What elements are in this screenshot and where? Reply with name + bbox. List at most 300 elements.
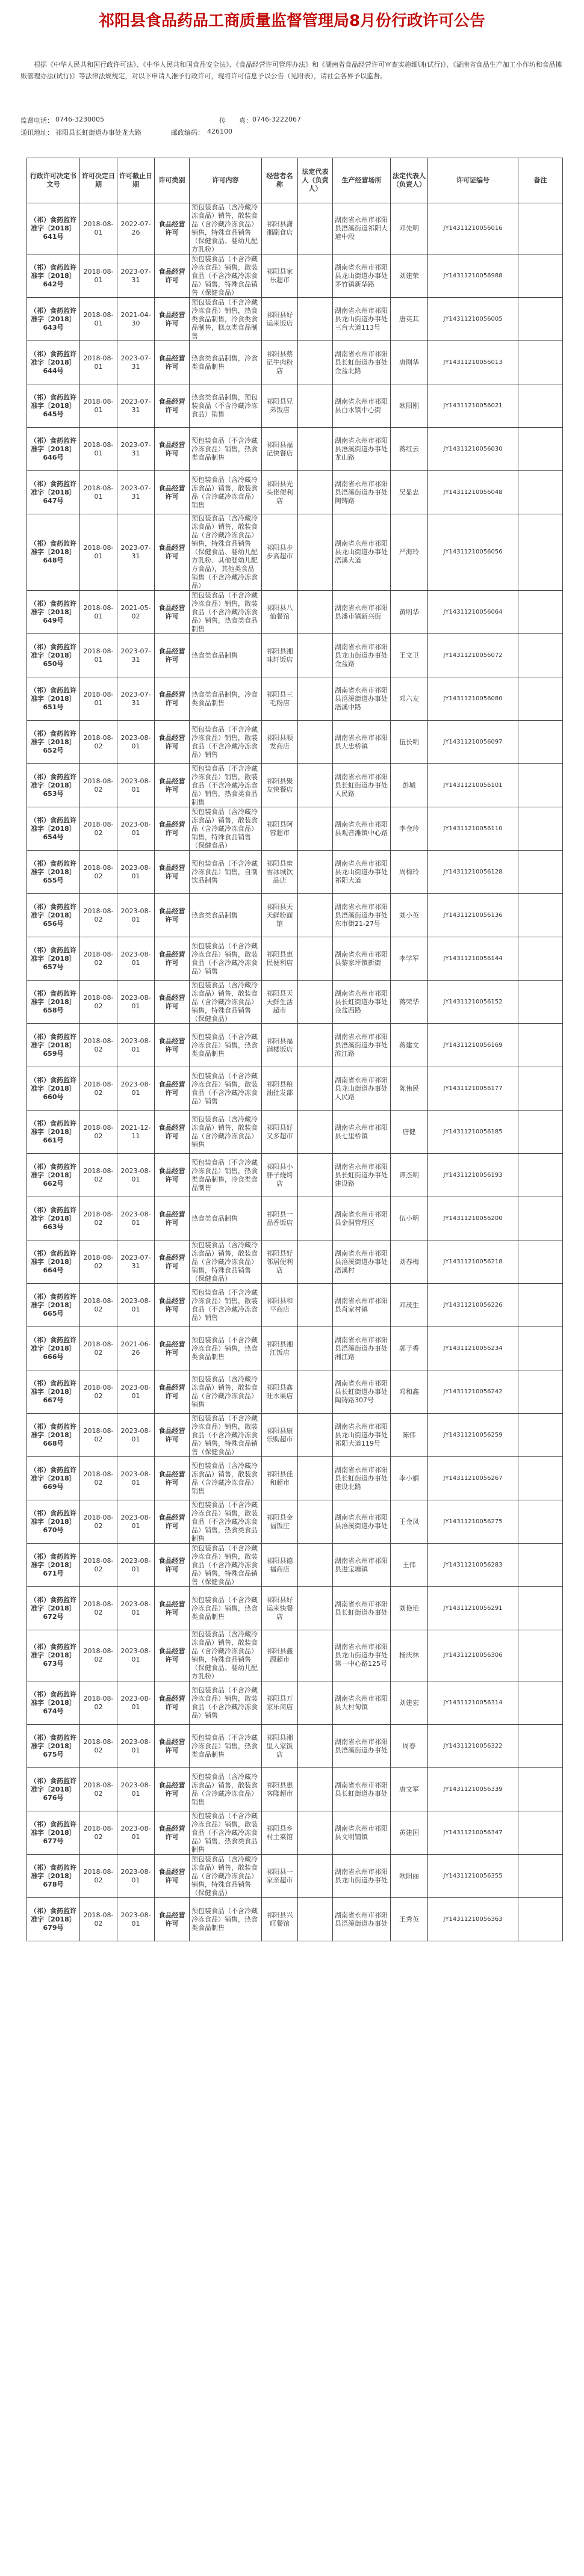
cell-person: 唐文军	[391, 1768, 428, 1811]
cell-license-no: JY14311210056128	[428, 851, 518, 894]
cell-legal-rep	[298, 1725, 333, 1768]
cell-person: 邓先明	[391, 203, 428, 254]
cell-remark	[518, 1111, 563, 1154]
cell-place: 湖南省永州市祁阳县长虹街道办事处建设路	[333, 1154, 391, 1197]
cell-remark	[518, 298, 563, 341]
cell-legal-rep	[298, 1111, 333, 1154]
cell-type: 食品经营许可	[155, 298, 190, 341]
cell-type: 食品经营许可	[155, 1154, 190, 1197]
cell-license-no: JY14311210056030	[428, 428, 518, 471]
cell-date: 2018-08-01	[80, 384, 117, 428]
cell-legal-rep	[298, 937, 333, 981]
cell-type: 食品经营许可	[155, 1284, 190, 1327]
cell-content: 预包装食品（含冷藏冷冻食品）销售，散装食品（含冷藏冷冻食品）销售，特殊食品销售（保健食品）	[190, 807, 262, 851]
cell-license-no: JY14311210056185	[428, 1111, 518, 1154]
cell-person: 谭杰明	[391, 1154, 428, 1197]
page-title: 祁阳县食品药品工商质量监督管理局8月份行政许可公告	[98, 12, 486, 30]
cell-doc-no: （祁）食药监许准字〔2018〕652号	[27, 721, 80, 764]
cell-place: 湖南省永州市祁阳县浯溪街道办事处浯溪村	[333, 1240, 391, 1284]
cell-name: 祁阳县潇湘副食店	[262, 203, 298, 254]
cell-remark	[518, 514, 563, 591]
cell-legal-rep	[298, 1024, 333, 1067]
cell-place: 湖南省永州市祁阳县肖家村镇	[333, 1284, 391, 1327]
cell-place: 湖南省永州市祁阳县大忠桥镇	[333, 721, 391, 764]
cell-name: 祁阳县惠客隆超市	[262, 1768, 298, 1811]
cell-expire: 2023-08-01	[117, 1067, 155, 1111]
cell-type: 食品经营许可	[155, 471, 190, 514]
cell-date: 2018-08-02	[80, 1414, 117, 1457]
cell-legal-rep	[298, 1898, 333, 1941]
header-person: 法定代表人（负责人）	[391, 158, 428, 203]
cell-place: 湖南省永州市祁阳县龙山街道办事处祁阳大道	[333, 851, 391, 894]
cell-place: 湖南省永州市祁阳县龙山街道办事处茅竹镇新华路	[333, 254, 391, 298]
cell-type: 食品经营许可	[155, 1240, 190, 1284]
cell-license-no: JY14311210056021	[428, 384, 518, 428]
cell-legal-rep	[298, 1500, 333, 1544]
cell-type: 食品经营许可	[155, 1370, 190, 1414]
cell-place: 湖南省永州市祁阳县长虹街道办事处建设北路	[333, 1457, 391, 1500]
cell-legal-rep	[298, 1457, 333, 1500]
cell-person: 邓和鑫	[391, 1370, 428, 1414]
cell-place: 湖南省永州市祁阳县浯溪街道办事处陶铸路	[333, 471, 391, 514]
table-row	[27, 1197, 563, 1240]
cell-doc-no: （祁）食药监许准字〔2018〕646号	[27, 428, 80, 471]
cell-expire: 2023-08-01	[117, 1768, 155, 1811]
cell-type: 食品经营许可	[155, 1414, 190, 1457]
cell-content: 预包装食品（不含冷藏冷冻食品）销售，热食类食品制售	[190, 1725, 262, 1768]
cell-date: 2018-08-02	[80, 1067, 117, 1111]
cell-content: 预包装食品（含冷藏冷冻食品）销售，散装食品（含冷藏冷冻食品）销售	[190, 1370, 262, 1414]
cell-person: 邓六友	[391, 677, 428, 721]
cell-person: 陈伟	[391, 1414, 428, 1457]
cell-type: 食品经营许可	[155, 591, 190, 634]
cell-license-no: JY14311210056275	[428, 1500, 518, 1544]
cell-license-no: JY14311210056072	[428, 634, 518, 677]
table-header-row	[27, 158, 563, 203]
cell-remark	[518, 254, 563, 298]
cell-date: 2018-08-01	[80, 514, 117, 591]
cell-date: 2018-08-01	[80, 591, 117, 634]
cell-doc-no: （祁）食药监许准字〔2018〕659号	[27, 1024, 80, 1067]
cell-remark	[518, 1500, 563, 1544]
cell-person: 郭子香	[391, 1327, 428, 1370]
cell-type: 食品经营许可	[155, 1197, 190, 1240]
cell-place: 湖南省永州市祁阳县龙山街道办事处三台大道113号	[333, 298, 391, 341]
cell-person: 李小娟	[391, 1457, 428, 1500]
cell-name: 祁阳县光头佬便利店	[262, 471, 298, 514]
cell-content: 预包装食品（含冷藏冷冻食品）销售，散装食品（含冷藏冷冻食品）销售	[190, 471, 262, 514]
cell-content: 预包装食品（含冷藏冷冻食品）销售，散装食品（含冷藏冷冻食品）销售，特殊食品销售（保健食品）	[190, 1240, 262, 1284]
cell-content: 预包装食品（不含冷藏冷冻食品）销售，散装食品（不含冷藏冷冻食品）销售，特殊食品销售（保健食品）	[190, 1414, 262, 1457]
cell-remark	[518, 1370, 563, 1414]
cell-name: 祁阳县福满楼饭店	[262, 1024, 298, 1067]
cell-legal-rep	[298, 254, 333, 298]
table-row	[27, 1457, 563, 1500]
cell-date: 2018-08-01	[80, 428, 117, 471]
cell-expire: 2023-08-01	[117, 1500, 155, 1544]
cell-legal-rep	[298, 894, 333, 937]
cell-legal-rep	[298, 1197, 333, 1240]
cell-person: 黄明华	[391, 591, 428, 634]
cell-content: 预包装食品（不含冷藏冷冻食品）销售，散装食品（不含冷藏冷冻食品）销售	[190, 1284, 262, 1327]
cell-doc-no: （祁）食药监许准字〔2018〕645号	[27, 384, 80, 428]
cell-content: 预包装食品（不含冷藏冷冻食品）销售，热食类食品制售	[190, 1327, 262, 1370]
cell-name: 祁阳县惠民便利店	[262, 937, 298, 981]
table-row	[27, 1725, 563, 1768]
cell-expire: 2023-08-01	[117, 807, 155, 851]
cell-place: 湖南省永州市祁阳县黎家坪镇新街	[333, 937, 391, 981]
cell-name: 祁阳县鑫旺水果店	[262, 1370, 298, 1414]
permit-table	[26, 158, 563, 1941]
cell-place: 湖南省永州市祁阳县观音滩镇中心路	[333, 807, 391, 851]
cell-remark	[518, 341, 563, 384]
cell-name: 祁阳县八仙餐馆	[262, 591, 298, 634]
cell-license-no: JY14311210056226	[428, 1284, 518, 1327]
cell-remark	[518, 634, 563, 677]
cell-license-no: JY14311210056110	[428, 807, 518, 851]
cell-doc-no: （祁）食药监许准字〔2018〕669号	[27, 1457, 80, 1500]
header-remark: 备注	[518, 158, 563, 203]
cell-doc-no: （祁）食药监许准字〔2018〕653号	[27, 764, 80, 807]
cell-person: 李学军	[391, 937, 428, 981]
table-row	[27, 1630, 563, 1681]
cell-expire: 2023-08-01	[117, 1725, 155, 1768]
cell-type: 食品经营许可	[155, 1898, 190, 1941]
cell-person: 王伟	[391, 1544, 428, 1587]
cell-license-no: JY14311210056339	[428, 1768, 518, 1811]
cell-name: 祁阳县天天鲜粉面馆	[262, 894, 298, 937]
table-row	[27, 937, 563, 981]
cell-type: 食品经营许可	[155, 384, 190, 428]
cell-type: 食品经营许可	[155, 1327, 190, 1370]
cell-content: 预包装食品（含冷藏冷冻食品）销售，散装食品（含冷藏冷冻食品）销售，特殊食品销售（保健食品、婴幼儿配方乳粉）	[190, 203, 262, 254]
cell-legal-rep	[298, 1587, 333, 1630]
cell-content: 预包装食品（含冷藏冷冻食品）销售，散装食品（含冷藏冷冻食品）销售	[190, 1111, 262, 1154]
cell-place: 湖南省永州市祁阳县浯溪街道办事处浯溪中路	[333, 677, 391, 721]
cell-content: 预包装食品（不含冷藏冷冻食品）销售，热食类食品制售	[190, 1587, 262, 1630]
cell-place: 湖南省永州市祁阳县浯溪街道办事处龙山路	[333, 428, 391, 471]
cell-date: 2018-08-01	[80, 254, 117, 298]
cell-date: 2018-08-01	[80, 341, 117, 384]
table-row	[27, 1681, 563, 1725]
cell-doc-no: （祁）食药监许准字〔2018〕676号	[27, 1768, 80, 1811]
cell-expire: 2023-08-01	[117, 851, 155, 894]
cell-license-no: JY14311210056080	[428, 677, 518, 721]
table-row	[27, 1240, 563, 1284]
cell-license-no: JY14311210056136	[428, 894, 518, 937]
cell-date: 2018-08-02	[80, 1154, 117, 1197]
cell-doc-no: （祁）食药监许准字〔2018〕665号	[27, 1284, 80, 1327]
cell-content: 预包装食品（不含冷藏冷冻食品）销售，热食类食品制售	[190, 428, 262, 471]
cell-type: 食品经营许可	[155, 254, 190, 298]
table-row	[27, 591, 563, 634]
cell-remark	[518, 1414, 563, 1457]
cell-date: 2018-08-02	[80, 1855, 117, 1898]
cell-legal-rep	[298, 428, 333, 471]
cell-date: 2018-08-02	[80, 1197, 117, 1240]
table-body	[27, 203, 563, 1941]
cell-license-no: JY14311210056056	[428, 514, 518, 591]
cell-name: 祁阳县金福饭庄	[262, 1500, 298, 1544]
table-row	[27, 298, 563, 341]
cell-license-no: JY14311210056314	[428, 1681, 518, 1725]
cell-type: 食品经营许可	[155, 764, 190, 807]
cell-place: 湖南省永州市祁阳县龙山街道办事处	[333, 1855, 391, 1898]
cell-type: 食品经营许可	[155, 851, 190, 894]
cell-type: 食品经营许可	[155, 514, 190, 591]
cell-place: 湖南省永州市祁阳县浯溪街道办事处	[333, 1725, 391, 1768]
cell-expire: 2023-07-31	[117, 634, 155, 677]
cell-remark	[518, 384, 563, 428]
cell-name: 祁阳县和平商店	[262, 1284, 298, 1327]
cell-place: 湖南省永州市祁阳县长虹街道办事处金盆西路	[333, 981, 391, 1024]
cell-name: 祁阳县家乐超市	[262, 254, 298, 298]
cell-doc-no: （祁）食药监许准字〔2018〕642号	[27, 254, 80, 298]
cell-date: 2018-08-02	[80, 721, 117, 764]
cell-license-no: JY14311210056152	[428, 981, 518, 1024]
cell-place: 湖南省永州市祁阳县白水镇中心街	[333, 384, 391, 428]
cell-doc-no: （祁）食药监许准字〔2018〕656号	[27, 894, 80, 937]
cell-type: 食品经营许可	[155, 1024, 190, 1067]
cell-content: 预包装食品（不含冷藏冷冻食品）销售，散装食品（不含冷藏冷冻食品）销售，热食类食品制售	[190, 764, 262, 807]
cell-person: 邓茂生	[391, 1284, 428, 1327]
cell-remark	[518, 851, 563, 894]
cell-remark	[518, 1681, 563, 1725]
cell-content: 热食类食品制售	[190, 634, 262, 677]
cell-person: 吴显忠	[391, 471, 428, 514]
cell-license-no: JY14311210056283	[428, 1544, 518, 1587]
cell-license-no: JY14311210056193	[428, 1154, 518, 1197]
cell-place: 湖南省永州市祁阳县长虹街道办事处	[333, 1768, 391, 1811]
cell-place: 湖南省永州市祁阳县浯溪街道办事处东市街21-27号	[333, 894, 391, 937]
cell-person: 唐健	[391, 1111, 428, 1154]
table-row	[27, 1111, 563, 1154]
cell-doc-no: （祁）食药监许准字〔2018〕675号	[27, 1725, 80, 1768]
cell-date: 2018-08-02	[80, 937, 117, 981]
cell-type: 食品经营许可	[155, 677, 190, 721]
cell-place: 湖南省永州市祁阳县龙山街道办事处祁阳大道119号	[333, 1414, 391, 1457]
cell-name: 祁阳县一品香饭店	[262, 1197, 298, 1240]
cell-name: 祁阳县乡村土菜馆	[262, 1811, 298, 1855]
phone-label: 监督电话：	[20, 117, 54, 125]
cell-expire: 2023-08-01	[117, 1414, 155, 1457]
cell-license-no: JY14311210056005	[428, 298, 518, 341]
cell-remark	[518, 1725, 563, 1768]
cell-remark	[518, 471, 563, 514]
cell-remark	[518, 764, 563, 807]
header-license-no: 许可证编号	[428, 158, 518, 203]
cell-person: 陈伟民	[391, 1067, 428, 1111]
cell-legal-rep	[298, 1855, 333, 1898]
table-row	[27, 1024, 563, 1067]
cell-remark	[518, 1544, 563, 1587]
cell-doc-no: （祁）食药监许准字〔2018〕648号	[27, 514, 80, 591]
cell-type: 食品经营许可	[155, 1067, 190, 1111]
cell-expire: 2023-07-31	[117, 254, 155, 298]
cell-type: 食品经营许可	[155, 981, 190, 1024]
header-type: 许可类别	[155, 158, 190, 203]
cell-expire: 2023-07-31	[117, 428, 155, 471]
cell-doc-no: （祁）食药监许准字〔2018〕670号	[27, 1500, 80, 1544]
cell-legal-rep	[298, 1811, 333, 1855]
cell-content: 预包装食品（不含冷藏冷冻食品）销售，热食类食品制售，冷食类食品制售，糕点类食品制售	[190, 298, 262, 341]
cell-legal-rep	[298, 591, 333, 634]
cell-doc-no: （祁）食药监许准字〔2018〕641号	[27, 203, 80, 254]
cell-type: 食品经营许可	[155, 894, 190, 937]
cell-date: 2018-08-02	[80, 1370, 117, 1414]
cell-date: 2018-08-02	[80, 1500, 117, 1544]
table-row	[27, 428, 563, 471]
cell-name: 祁阳县湘江饭店	[262, 1327, 298, 1370]
cell-content: 预包装食品（含冷藏冷冻食品）销售，散装食品（含冷藏冷冻食品）销售，特殊食品销售（保健食品）	[190, 1855, 262, 1898]
cell-type: 食品经营许可	[155, 428, 190, 471]
cell-remark	[518, 1768, 563, 1811]
table-row	[27, 1500, 563, 1544]
table-row	[27, 341, 563, 384]
cell-content: 热食类食品制售，冷食类食品制售	[190, 677, 262, 721]
cell-type: 食品经营许可	[155, 1544, 190, 1587]
table-row	[27, 634, 563, 677]
cell-place: 湖南省永州市祁阳县长虹街道办事处金盆北路	[333, 341, 391, 384]
cell-place: 湖南省永州市祁阳县长虹街道办事处陶铸路307号	[333, 1370, 391, 1414]
cell-date: 2018-08-02	[80, 1327, 117, 1370]
cell-content: 预包装食品（不含冷藏冷冻食品）销售，散装食品（不含冷藏冷冻食品）销售	[190, 721, 262, 764]
cell-expire: 2023-07-31	[117, 1240, 155, 1284]
table-row	[27, 851, 563, 894]
cell-name: 祁阳县好运来快餐店	[262, 1587, 298, 1630]
cell-doc-no: （祁）食药监许准字〔2018〕679号	[27, 1898, 80, 1941]
cell-legal-rep	[298, 1327, 333, 1370]
cell-legal-rep	[298, 1681, 333, 1725]
cell-date: 2018-08-01	[80, 677, 117, 721]
cell-expire: 2023-08-01	[117, 1855, 155, 1898]
table-row	[27, 721, 563, 764]
cell-expire: 2021-06-26	[117, 1327, 155, 1370]
cell-type: 食品经营许可	[155, 937, 190, 981]
cell-name: 祁阳县德福商店	[262, 1544, 298, 1587]
cell-remark	[518, 937, 563, 981]
table-row	[27, 1768, 563, 1811]
cell-expire: 2023-08-01	[117, 1681, 155, 1725]
cell-content: 预包装食品（含冷藏冷冻食品）销售，散装食品（含冷藏冷冻食品）销售，特殊食品销售（保健食品、婴幼儿配方乳粉、其他婴幼儿配方食品），其他类食品销售（不含冷藏冷冻食品）	[190, 514, 262, 591]
cell-place: 湖南省永州市祁阳县浯溪街道办事处湘江路	[333, 1327, 391, 1370]
cell-person: 杨庆林	[391, 1630, 428, 1681]
cell-place: 湖南省永州市祁阳县长虹街道办事处	[333, 1587, 391, 1630]
cell-person: 王金凤	[391, 1500, 428, 1544]
cell-doc-no: （祁）食药监许准字〔2018〕668号	[27, 1414, 80, 1457]
cell-content: 热食类食品制售	[190, 894, 262, 937]
cell-person: 刘建荣	[391, 254, 428, 298]
cell-person: 欧阳刚	[391, 384, 428, 428]
cell-expire: 2021-05-02	[117, 591, 155, 634]
cell-remark	[518, 1855, 563, 1898]
cell-type: 食品经营许可	[155, 807, 190, 851]
cell-name: 祁阳县佳和超市	[262, 1457, 298, 1500]
cell-content: 预包装食品（不含冷藏冷冻食品）销售，散装食品（不含冷藏冷冻食品）销售	[190, 1067, 262, 1111]
cell-person: 刘艳艳	[391, 1587, 428, 1630]
cell-date: 2018-08-02	[80, 894, 117, 937]
table-row	[27, 1898, 563, 1941]
cell-doc-no: （祁）食药监许准字〔2018〕647号	[27, 471, 80, 514]
cell-expire: 2023-07-31	[117, 341, 155, 384]
cell-type: 食品经营许可	[155, 203, 190, 254]
cell-legal-rep	[298, 298, 333, 341]
cell-content: 预包装食品（不含冷藏冷冻食品）销售，散装食品（不含冷藏冷冻食品）销售，热食类食品制售	[190, 1811, 262, 1855]
cell-legal-rep	[298, 1240, 333, 1284]
cell-doc-no: （祁）食药监许准字〔2018〕662号	[27, 1154, 80, 1197]
cell-type: 食品经营许可	[155, 341, 190, 384]
cell-expire: 2023-08-01	[117, 1811, 155, 1855]
header-expire: 许可截止日期	[117, 158, 155, 203]
cell-content: 预包装食品（不含冷藏冷冻食品）销售，散装食品（不含冷藏冷冻食品）销售，热食类食品制售	[190, 591, 262, 634]
cell-name: 祁阳县好邻居便利店	[262, 1240, 298, 1284]
cell-name: 祁阳县好运来饭店	[262, 298, 298, 341]
cell-person: 唐英其	[391, 298, 428, 341]
table-row	[27, 1811, 563, 1855]
table-row	[27, 1327, 563, 1370]
table-row	[27, 894, 563, 937]
cell-expire: 2023-08-01	[117, 1587, 155, 1630]
header-date: 许可决定日期	[80, 158, 117, 203]
cell-person: 蒋荣华	[391, 981, 428, 1024]
cell-doc-no: （祁）食药监许准字〔2018〕666号	[27, 1327, 80, 1370]
cell-date: 2018-08-02	[80, 1587, 117, 1630]
cell-legal-rep	[298, 471, 333, 514]
cell-license-no: JY14311210056016	[428, 203, 518, 254]
cell-place: 湖南省永州市祁阳县浯溪街道办事处	[333, 1500, 391, 1544]
cell-type: 食品经营许可	[155, 1111, 190, 1154]
table-row	[27, 1855, 563, 1898]
cell-date: 2018-08-02	[80, 1240, 117, 1284]
address-label: 通讯地址：	[20, 129, 54, 137]
cell-person: 周梅玲	[391, 851, 428, 894]
cell-remark	[518, 1587, 563, 1630]
table-row	[27, 1414, 563, 1457]
cell-legal-rep	[298, 807, 333, 851]
header-doc-no: 行政许可决定书文号	[27, 158, 80, 203]
cell-license-no: JY14311210056355	[428, 1855, 518, 1898]
cell-doc-no: （祁）食药监许准字〔2018〕650号	[27, 634, 80, 677]
cell-license-no: JY14311210056144	[428, 937, 518, 981]
cell-doc-no: （祁）食药监许准字〔2018〕654号	[27, 807, 80, 851]
cell-license-no: JY14311210056097	[428, 721, 518, 764]
cell-legal-rep	[298, 341, 333, 384]
table-row	[27, 677, 563, 721]
cell-place: 湖南省永州市祁阳县浯溪街道办事处滨江路	[333, 1024, 391, 1067]
cell-content: 预包装食品（不含冷藏冷冻食品）销售，散装食品（不含冷藏冷冻食品）销售，热食类食品制售	[190, 1500, 262, 1544]
cell-legal-rep	[298, 981, 333, 1024]
cell-date: 2018-08-02	[80, 764, 117, 807]
cell-remark	[518, 1811, 563, 1855]
cell-license-no: JY14311210056988	[428, 254, 518, 298]
cell-type: 食品经营许可	[155, 1457, 190, 1500]
cell-place: 湖南省永州市祁阳县潘市镇新兴街	[333, 591, 391, 634]
cell-license-no: JY14311210056064	[428, 591, 518, 634]
cell-name: 祁阳县小胖子烧烤店	[262, 1154, 298, 1197]
cell-name: 祁阳县顺发商店	[262, 721, 298, 764]
cell-expire: 2023-08-01	[117, 1457, 155, 1500]
cell-content: 预包装食品（不含冷藏冷冻食品）销售，自制饮品制售	[190, 851, 262, 894]
cell-type: 食品经营许可	[155, 634, 190, 677]
cell-date: 2018-08-02	[80, 1457, 117, 1500]
cell-date: 2018-08-02	[80, 1544, 117, 1587]
header-name: 经营者名称	[262, 158, 298, 203]
cell-name: 祁阳县一家亲超市	[262, 1855, 298, 1898]
cell-person: 唐刚华	[391, 341, 428, 384]
cell-date: 2018-08-02	[80, 1111, 117, 1154]
cell-type: 食品经营许可	[155, 1725, 190, 1768]
cell-person: 周春	[391, 1725, 428, 1768]
